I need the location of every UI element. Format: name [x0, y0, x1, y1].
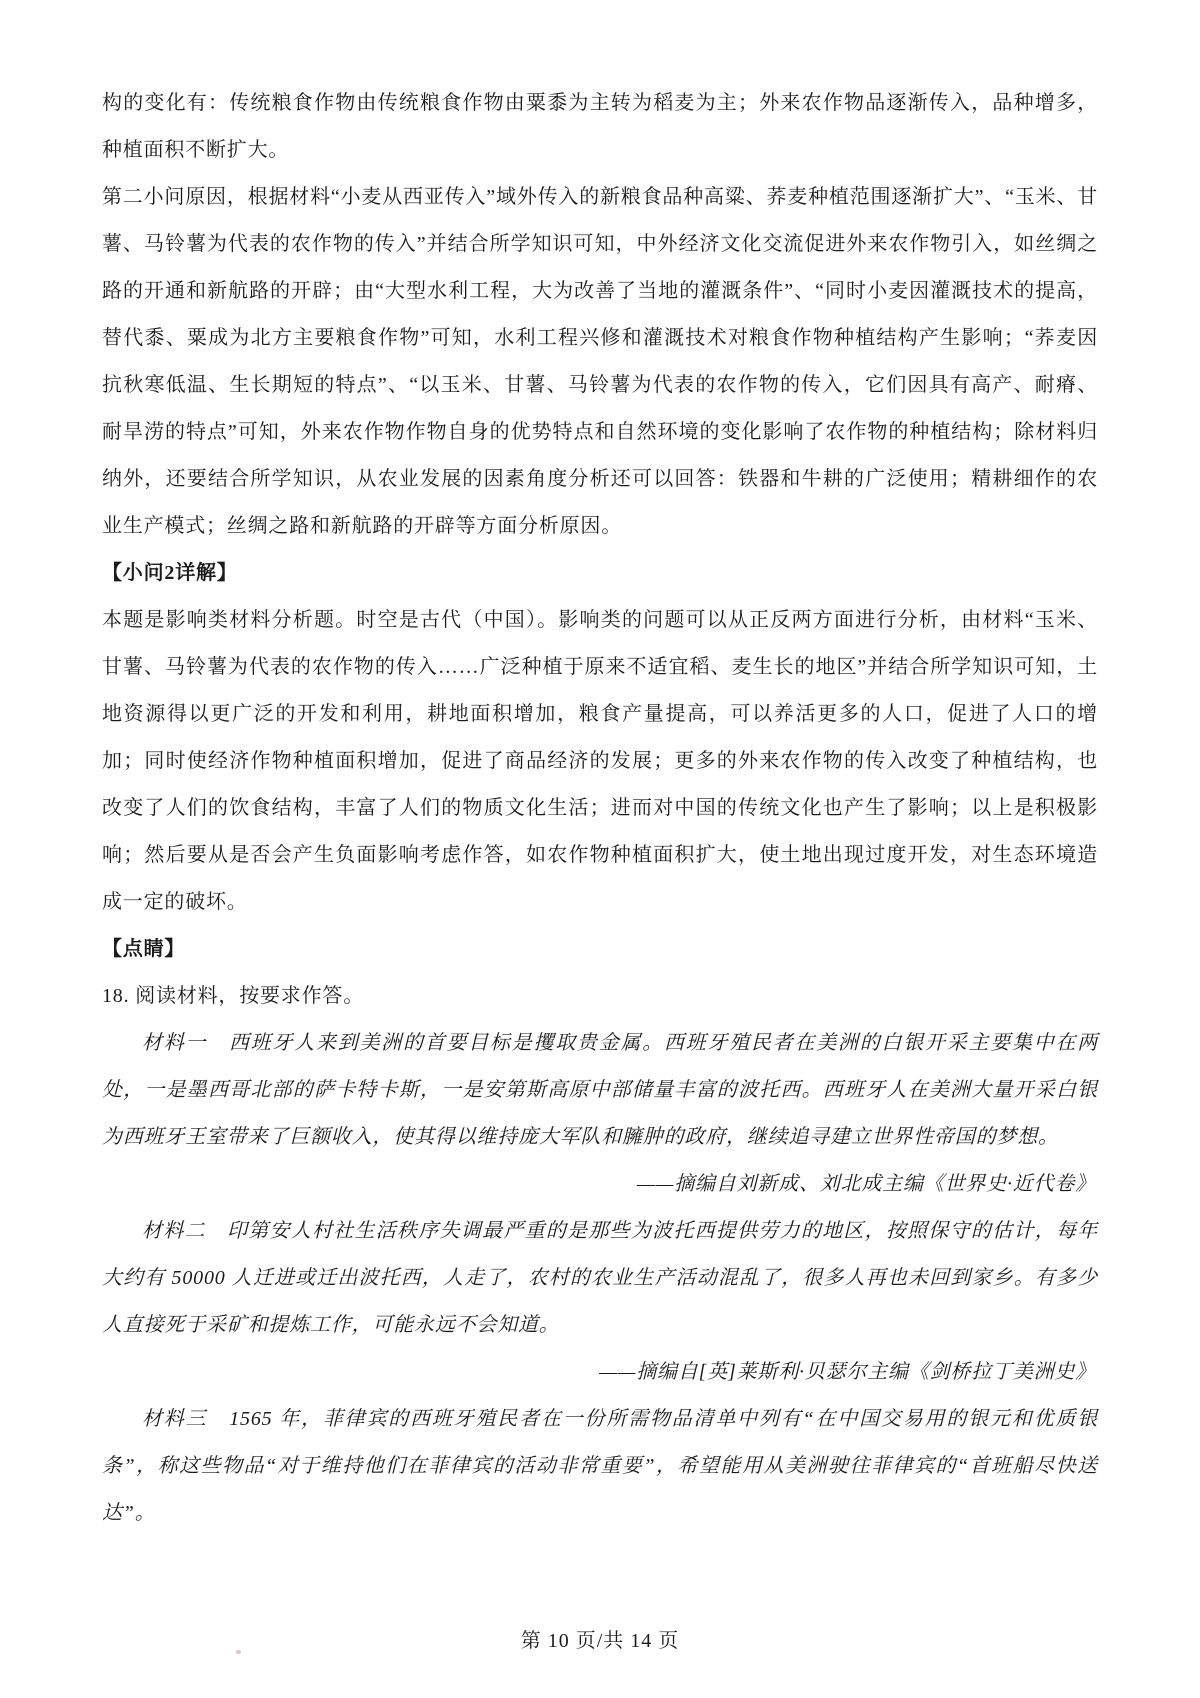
answer-paragraph-subquestion-2: 本题是影响类材料分析题。时空是古代（中国）。影响类的问题可以从正反两方面进行分析，由材料“玉米、甘薯、马铃薯为代表的农作物的传入……广泛种植于原来不适宜稻、麦生长的地区”并结合所学知识可知，土地资源得以更广泛的开发和利用，耕地面积增加，粮食产量提高，可以养活更多的人口，促进了人口的增加；同时使经济作物种植面积增加，促进了商品经济的发展；更多的外来农作物的传入改变了种植结构，也改变了人们的饮食结构，丰富了人们的物质文化生活；进而对中国的传统文化也产生了影响；以上是积极影响；然后要从是否会产生负面影响考虑作答，如农作物种植面积扩大，使土地出现过度开发，对生态环境造成一定的破坏。 — [102, 609, 1098, 913]
material-two-source: ——摘编自[英]莱斯利·贝瑟尔主编《剑桥拉丁美洲史》 — [599, 1361, 1096, 1383]
material-two-text: 材料二 印第安人村社生活秩序失调最严重的是那些为波托西提供劳力的地区，按照保守的估计，每年大约有 50000 人迁进或迁出波托西，人走了，农村的农业生产活动混乱了，很多人再也未回到家乡。有多少人直接死于采矿和提炼工作，可能永远不会知道。 — [102, 1220, 1098, 1336]
question-18-intro: 18. 阅读材料，按要求作答。 — [102, 985, 364, 1007]
material-one-text: 材料一 西班牙人来到美洲的首要目标是攫取贵金属。西班牙殖民者在美洲的白银开采主要集中在两处，一是墨西哥北部的萨卡特卡斯，一是安第斯高原中部储量丰富的波托西。西班牙人在美洲大量开采白银为西班牙王室带来了巨额收入，使其得以维持庞大军队和臃肿的政府，继续追寻建立世界性帝国的梦想。 — [102, 1032, 1098, 1148]
scan-artifact-dot — [236, 1650, 241, 1654]
material-one-source: ——摘编自刘新成、刘北成主编《世界史·近代卷》 — [637, 1173, 1096, 1195]
heading-subquestion-2: 【小问2详解】 — [102, 562, 238, 584]
material-three-text: 材料三 1565 年，菲律宾的西班牙殖民者在一份所需物品清单中列有“在中国交易用的银元和优质银条”，称这些物品“对于维持他们在菲律宾的活动非常重要”，希望能用从美洲驶往菲律宾的“首班船尽快送达”。 — [102, 1408, 1098, 1524]
page-body — [102, 80, 1098, 1537]
page-number-footer: 第 10 页/共 14 页 — [520, 1630, 680, 1652]
answer-paragraph-reason: 第二小问原因，根据材料“小麦从西亚传入”域外传入的新粮食品种高粱、荞麦种植范围逐渐扩大”、“玉米、甘薯、马铃薯为代表的农作物的传入”并结合所学知识可知，中外经济文化交流促进外来农作物引入，如丝绸之路的开通和新航路的开辟；由“大型水利工程，大为改善了当地的灌溉条件”、“同时小麦因灌溉技术的提高，替代黍、粟成为北方主要粮食作物”可知，水利工程兴修和灌溉技术对粮食作物种植结构产生影响；“荞麦因抗秋寒低温、生长期短的特点”、“以玉米、甘薯、马铃薯为代表的农作物的传入，它们因具有高产、耐瘠、耐旱涝的特点”可知，外来农作物作物自身的优势特点和自然环境的变化影响了农作物的种植结构；除材料归纳外，还要结合所学知识，从农业发展的因素角度分析还可以回答：铁器和牛耕的广泛使用；精耕细作的农业生产模式；丝绸之路和新航路的开辟等方面分析原因。 — [102, 186, 1098, 537]
heading-highlight: 【点睛】 — [102, 938, 186, 960]
answer-paragraph-continuation: 构的变化有：传统粮食作物由传统粮食作物由粟黍为主转为稻麦为主；外来农作物品逐渐传入，品种增多，种植面积不断扩大。 — [102, 92, 1098, 161]
